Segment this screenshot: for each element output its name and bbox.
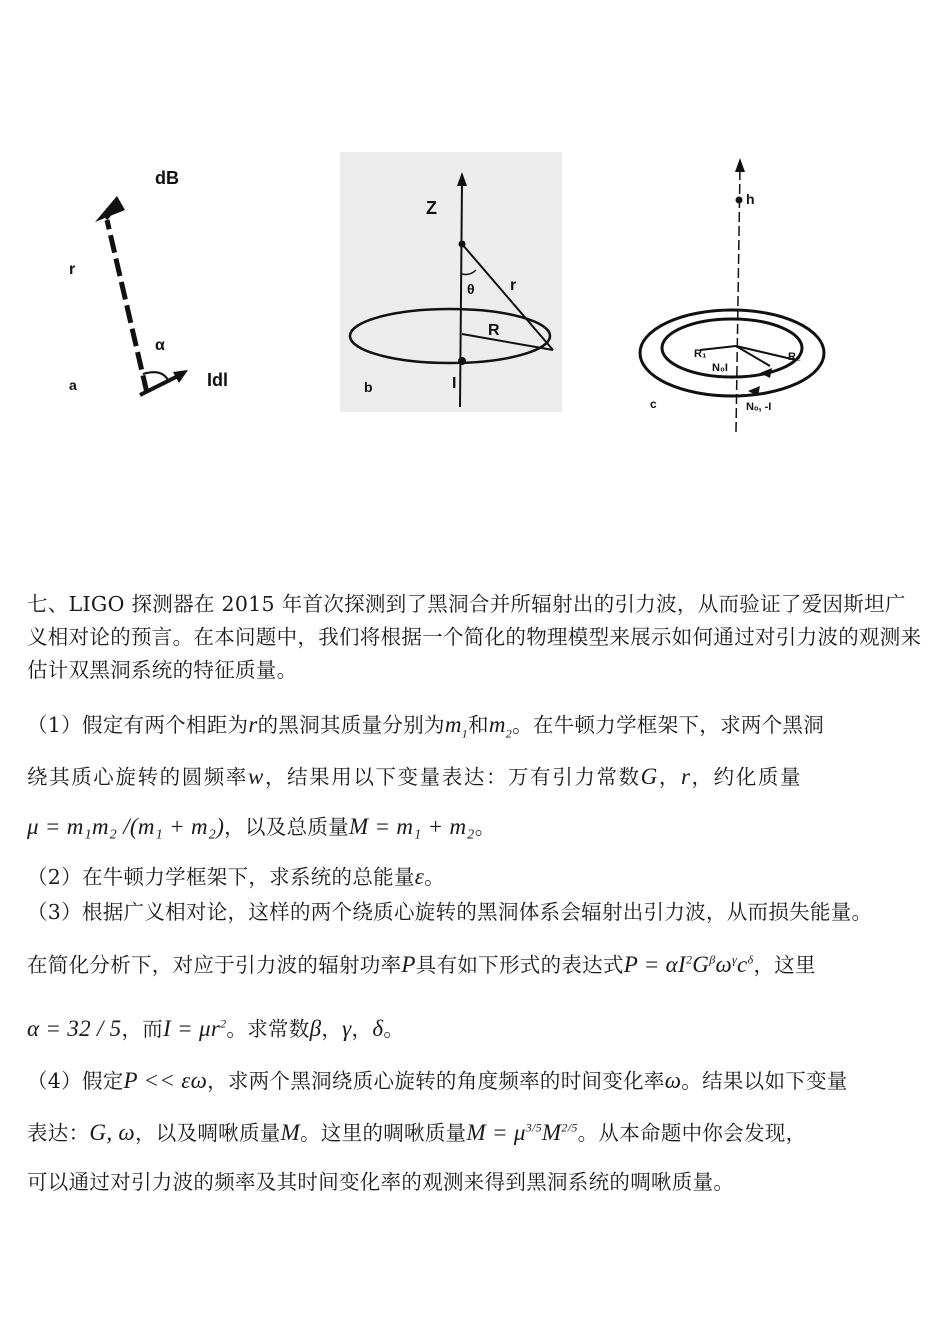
figure-b bbox=[340, 152, 562, 412]
q1-text-b4: ，约化质量 bbox=[691, 765, 803, 789]
q1-text-a3: 和 bbox=[468, 713, 489, 737]
math-r: r bbox=[248, 712, 258, 737]
r-label-b: r bbox=[510, 277, 517, 294]
p-sup-beta: β bbox=[709, 952, 716, 967]
q4-text-b1: 表达： bbox=[27, 1121, 90, 1145]
figure-a bbox=[55, 150, 285, 420]
i-sup-2: 2 bbox=[220, 1016, 227, 1031]
h-axis bbox=[736, 168, 740, 432]
q4-text-a3: 。结果以如下变量 bbox=[681, 1069, 848, 1093]
q4-line-2 bbox=[27, 1116, 806, 1146]
q1-text-c2: 。 bbox=[474, 815, 496, 839]
r-vector-line bbox=[107, 220, 147, 393]
q4-line-1 bbox=[27, 1064, 848, 1094]
q4-text-c1: 可以通过对引力波的频率及其时间变化率的观测来得到黑洞系统的啁啾质量。 bbox=[27, 1170, 735, 1194]
q3-text-c1: ，而 bbox=[121, 1017, 164, 1041]
math-gamma: γ bbox=[342, 1016, 352, 1041]
q1-text-b2: ，结果用以下变量表达：万有引力常数 bbox=[264, 765, 641, 789]
q3-text-a1: （3）根据广义相对论，这样的两个绕质心旋转的黑洞体系会辐射出引力波，从而损失能量。 bbox=[27, 900, 873, 924]
alpha-label: α bbox=[155, 337, 165, 354]
Nb-label: Nₒ, -I bbox=[746, 401, 772, 413]
chirp-M: M bbox=[541, 1120, 562, 1145]
math-vars: G, ω bbox=[89, 1120, 135, 1145]
math-G: G bbox=[640, 764, 659, 789]
math-m2 bbox=[488, 712, 513, 741]
R1-label: R₁ bbox=[694, 348, 707, 360]
q2-text-a2: 。 bbox=[424, 865, 445, 889]
N-label: N₀I bbox=[712, 362, 728, 374]
problem-intro: 七、LIGO 探测器在 2015 年首次探测到了黑洞合并所辐射出的引力波，从而验证了爱因斯坦广义相对论的预言。在本问题中，我们将根据一个简化的物理模型来展示如何通过对引力波的观测来估计双黑洞系统的特征质量。 bbox=[27, 592, 922, 682]
math-chirp-expr bbox=[466, 1120, 577, 1145]
math-P: P bbox=[401, 952, 416, 977]
Z-label: Z bbox=[426, 198, 437, 218]
math-m1 bbox=[444, 712, 469, 741]
math-w: w bbox=[248, 764, 265, 789]
h-label: h bbox=[746, 191, 755, 207]
q2-line-1 bbox=[27, 860, 445, 890]
theta-label: θ bbox=[467, 281, 475, 297]
q4-text-b3: 。这里的啁啾质量 bbox=[300, 1121, 467, 1145]
q2-text-a1: （2）在牛顿力学框架下，求系统的总能量 bbox=[27, 865, 415, 889]
q1-line-2 bbox=[27, 760, 802, 790]
inner-ring bbox=[662, 319, 802, 377]
math-r-2: r bbox=[680, 764, 692, 789]
m2-sub: 2 bbox=[505, 726, 513, 741]
p-sup-2: 2 bbox=[685, 952, 693, 967]
panel-c-label: c bbox=[650, 397, 657, 411]
p-expr-a: P = αI bbox=[623, 952, 686, 977]
m1-sub: 1 bbox=[461, 726, 469, 741]
p-expr-omega: ω bbox=[715, 952, 733, 977]
math-alpha-expr: α = 32 / 5 bbox=[27, 1016, 122, 1041]
Idl-label: Idl bbox=[207, 370, 228, 390]
chirp-sup-35: 3/5 bbox=[525, 1120, 542, 1135]
q4-line-3 bbox=[27, 1165, 734, 1195]
q1-text-a2: 的黑洞其质量分别为 bbox=[257, 713, 445, 737]
m1-m: m bbox=[444, 712, 462, 737]
R-label: R bbox=[488, 322, 500, 339]
math-epsilon: ε bbox=[414, 864, 425, 889]
math-I-expr bbox=[163, 1016, 226, 1041]
q3-text-b1: 在简化分析下，对应于引力波的辐射功率 bbox=[27, 953, 402, 977]
p-sup-gamma: γ bbox=[732, 952, 738, 967]
q1-text-c1: ，以及总质量 bbox=[224, 815, 349, 839]
q4-text-b2: ，以及啁啾质量 bbox=[134, 1121, 281, 1145]
math-beta: β bbox=[309, 1016, 322, 1041]
I-label: I bbox=[452, 375, 457, 392]
p-expr-c: c bbox=[737, 952, 748, 977]
q4-text-b4: 。从本命题中你会发现， bbox=[577, 1121, 807, 1145]
q4-text-a1: （4）假定 bbox=[27, 1069, 124, 1093]
q1-line-1 bbox=[27, 708, 824, 742]
math-M-expr: M = m₁ + m₂ bbox=[348, 814, 475, 839]
q3-line-2 bbox=[27, 948, 816, 978]
math-cond: P << εω bbox=[123, 1068, 208, 1093]
math-delta: δ bbox=[372, 1016, 384, 1041]
p-sup-delta: δ bbox=[747, 952, 754, 967]
i-expr: I = μr bbox=[163, 1016, 221, 1041]
q3-text-b3: ，这里 bbox=[753, 953, 816, 977]
math-M-chirp: M bbox=[280, 1120, 301, 1145]
q3-text-b2: 具有如下形式的表达式 bbox=[415, 953, 624, 977]
q3-text-c4: ， bbox=[351, 1017, 373, 1041]
chirp-a: M = μ bbox=[466, 1120, 526, 1145]
q3-text-c2: 。求常数 bbox=[226, 1017, 310, 1041]
q1-text-a1: （1）假定有两个相距为 bbox=[27, 713, 249, 737]
q4-text-a2: ，求两个黑洞绕质心旋转的角度频率的时间变化率 bbox=[207, 1069, 665, 1093]
q3-line-3 bbox=[27, 1012, 404, 1042]
q3-line-1 bbox=[27, 895, 872, 925]
q3-text-c5: 。 bbox=[383, 1017, 405, 1041]
q1-line-3 bbox=[27, 810, 496, 840]
dB-label: dB bbox=[155, 168, 179, 188]
math-omega-dot: ω bbox=[664, 1068, 682, 1093]
chirp-sup-25: 2/5 bbox=[561, 1120, 578, 1135]
figure-c bbox=[630, 150, 850, 440]
q1-text-b1: 绕其质心旋转的圆频率 bbox=[27, 765, 248, 789]
math-mu-expr: μ = m₁m₂ /(m₁ + m₂) bbox=[27, 814, 225, 839]
r-label-a: r bbox=[69, 261, 76, 278]
m2-m: m bbox=[488, 712, 506, 737]
q1-text-a4: 。在牛顿力学框架下，求两个黑洞 bbox=[512, 713, 825, 737]
p-expr-G: G bbox=[692, 952, 710, 977]
R2-label: R₂ bbox=[788, 351, 801, 363]
math-P-expr bbox=[624, 952, 754, 977]
q3-text-c3: ， bbox=[321, 1017, 343, 1041]
panel-a-label: a bbox=[69, 377, 77, 393]
q1-text-b3: ， bbox=[658, 765, 681, 789]
panel-b-label: b bbox=[364, 379, 373, 395]
